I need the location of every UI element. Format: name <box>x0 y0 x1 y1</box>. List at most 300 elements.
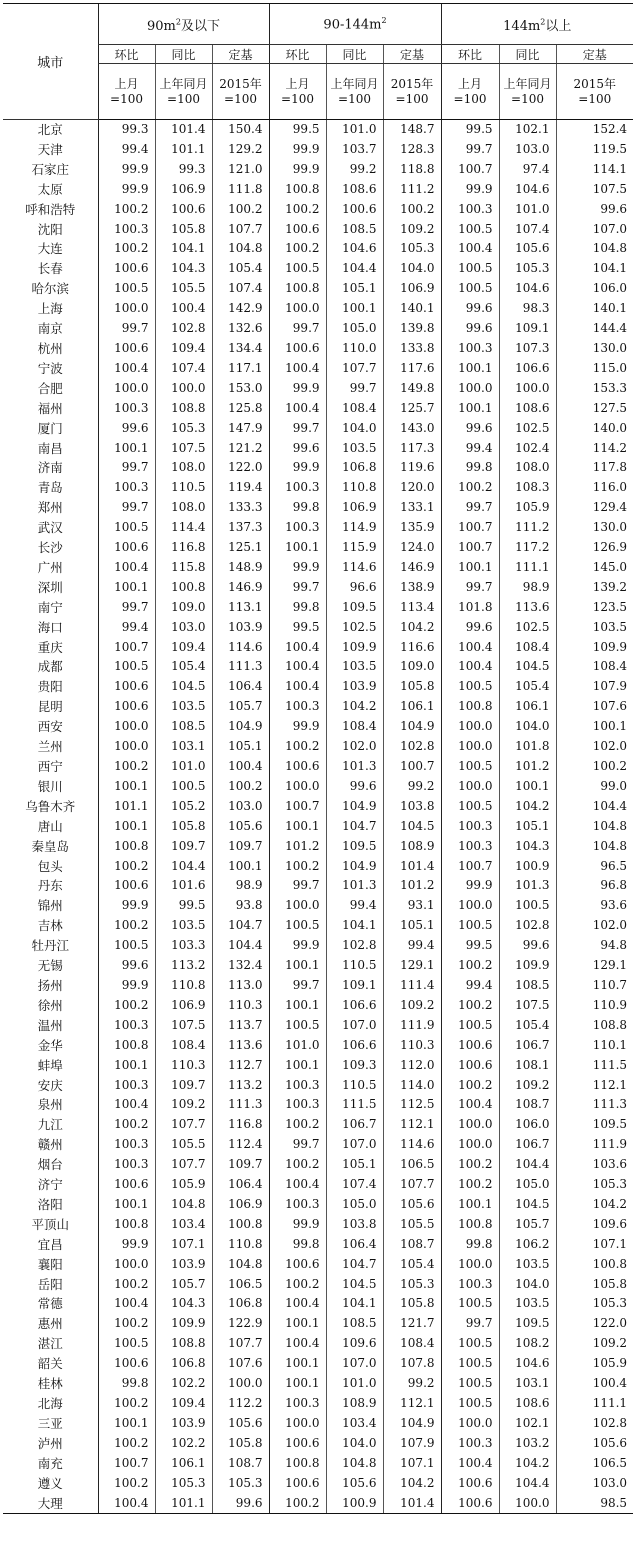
index-value: 100.6 <box>269 339 326 359</box>
index-value: 104.1 <box>556 259 633 279</box>
index-value: 100.3 <box>98 1076 155 1096</box>
table-row <box>3 339 633 359</box>
index-value: 105.8 <box>212 1434 269 1454</box>
index-value: 100.2 <box>441 1076 499 1096</box>
index-value: 115.0 <box>556 359 633 379</box>
index-value: 111.1 <box>556 1394 633 1414</box>
index-value: 104.8 <box>556 817 633 837</box>
city-name: 大连 <box>37 241 63 257</box>
index-value: 100.2 <box>269 239 326 259</box>
index-value: 100.0 <box>441 1115 499 1135</box>
index-value: 106.0 <box>556 279 633 299</box>
table-row <box>3 538 633 558</box>
index-value: 106.9 <box>155 996 212 1016</box>
index-value: 99.9 <box>269 160 326 180</box>
index-value: 109.6 <box>326 1334 383 1354</box>
city-name: 长春 <box>37 261 63 277</box>
index-value: 99.6 <box>98 956 155 976</box>
city-name: 南充 <box>37 1455 63 1471</box>
base-period-large-2: 2015年 =100 <box>556 64 633 120</box>
city-name: 平顶山 <box>31 1216 69 1232</box>
index-value: 107.0 <box>326 1135 383 1155</box>
index-value: 109.6 <box>556 1215 633 1235</box>
index-value: 106.9 <box>212 1195 269 1215</box>
index-value: 108.9 <box>326 1394 383 1414</box>
index-value: 103.1 <box>499 1374 556 1394</box>
city-name: 哈尔滨 <box>31 281 69 297</box>
index-value: 107.8 <box>383 1354 441 1374</box>
index-value: 100.4 <box>269 1294 326 1314</box>
index-value: 130.0 <box>556 339 633 359</box>
index-value: 103.4 <box>155 1215 212 1235</box>
index-value: 108.0 <box>499 458 556 478</box>
index-value: 140.0 <box>556 419 633 439</box>
index-value: 100.5 <box>155 777 212 797</box>
index-value: 100.3 <box>269 1195 326 1215</box>
table-row <box>3 359 633 379</box>
index-value: 99.4 <box>441 439 499 459</box>
index-value: 134.4 <box>212 339 269 359</box>
table-row <box>3 1414 633 1434</box>
index-value: 108.7 <box>383 1235 441 1255</box>
index-value: 100.2 <box>98 757 155 777</box>
index-value: 100.1 <box>269 1374 326 1394</box>
index-value: 105.6 <box>383 1195 441 1215</box>
index-value: 111.3 <box>212 1095 269 1115</box>
index-value: 107.7 <box>212 1334 269 1354</box>
index-type-large-1: 同比 <box>499 45 556 64</box>
index-value: 105.7 <box>499 1215 556 1235</box>
index-value: 104.4 <box>499 1474 556 1494</box>
index-value: 100.8 <box>269 279 326 299</box>
table-row <box>3 956 633 976</box>
index-value: 99.2 <box>326 160 383 180</box>
table-row <box>3 1354 633 1374</box>
table-row <box>3 876 633 896</box>
index-value: 109.9 <box>499 956 556 976</box>
index-value: 100.4 <box>441 239 499 259</box>
index-value: 104.2 <box>383 1474 441 1494</box>
index-value: 107.1 <box>383 1454 441 1474</box>
index-value: 153.3 <box>556 379 633 399</box>
index-value: 104.2 <box>326 697 383 717</box>
index-value: 103.4 <box>326 1414 383 1434</box>
index-value: 108.4 <box>383 1334 441 1354</box>
index-value: 117.8 <box>556 458 633 478</box>
index-value: 100.6 <box>269 757 326 777</box>
index-value: 104.3 <box>499 837 556 857</box>
city-name: 秦皇岛 <box>31 838 69 854</box>
index-value: 112.0 <box>383 1056 441 1076</box>
index-value: 115.8 <box>155 558 212 578</box>
index-value: 99.6 <box>556 200 633 220</box>
index-value: 100.6 <box>98 538 155 558</box>
index-value: 133.8 <box>383 339 441 359</box>
index-value: 105.8 <box>155 817 212 837</box>
index-value: 108.8 <box>155 1334 212 1354</box>
index-value: 100.5 <box>441 757 499 777</box>
index-value: 106.8 <box>212 1294 269 1314</box>
index-value: 99.9 <box>269 936 326 956</box>
index-value: 100.3 <box>98 1016 155 1036</box>
index-value: 109.4 <box>155 1394 212 1414</box>
index-value: 99.6 <box>326 777 383 797</box>
index-value: 98.9 <box>212 876 269 896</box>
index-value: 108.1 <box>499 1056 556 1076</box>
index-value: 100.1 <box>441 359 499 379</box>
table-row <box>3 638 633 658</box>
index-value: 104.9 <box>383 1414 441 1434</box>
table-row <box>3 160 633 180</box>
table-row <box>3 677 633 697</box>
index-value: 110.8 <box>212 1235 269 1255</box>
index-value: 105.8 <box>383 1294 441 1314</box>
base-period-large-1: 上年同月 =100 <box>499 64 556 120</box>
index-value: 100.5 <box>98 279 155 299</box>
city-name: 岳阳 <box>37 1276 63 1292</box>
city-name: 银川 <box>37 778 63 794</box>
index-value: 114.9 <box>326 518 383 538</box>
index-value: 105.8 <box>556 1275 633 1295</box>
index-value: 99.8 <box>269 1235 326 1255</box>
table-row <box>3 857 633 877</box>
table-row <box>3 717 633 737</box>
index-value: 100.2 <box>441 478 499 498</box>
city-name: 北海 <box>37 1396 63 1411</box>
index-value: 100.3 <box>441 339 499 359</box>
index-value: 104.3 <box>155 1294 212 1314</box>
index-value: 99.6 <box>441 618 499 638</box>
city-name: 昆明 <box>37 699 63 715</box>
index-value: 117.1 <box>212 359 269 379</box>
index-value: 110.5 <box>155 478 212 498</box>
table-row <box>3 896 633 916</box>
table-row <box>3 1056 633 1076</box>
table-row <box>3 916 633 936</box>
index-value: 105.8 <box>383 677 441 697</box>
index-value: 100.8 <box>269 180 326 200</box>
index-value: 108.8 <box>556 1016 633 1036</box>
index-value: 100.5 <box>441 677 499 697</box>
index-value: 105.5 <box>155 279 212 299</box>
index-value: 102.1 <box>499 1414 556 1434</box>
city-name: 遵义 <box>37 1475 63 1491</box>
index-value: 142.9 <box>212 299 269 319</box>
index-value: 102.0 <box>556 737 633 757</box>
index-value: 105.3 <box>383 1275 441 1295</box>
index-value: 100.6 <box>441 1474 499 1494</box>
index-value: 108.4 <box>556 657 633 677</box>
index-value: 105.7 <box>155 1275 212 1295</box>
index-value: 100.0 <box>441 737 499 757</box>
index-value: 100.7 <box>98 1454 155 1474</box>
table-row <box>3 1235 633 1255</box>
index-value: 119.6 <box>383 458 441 478</box>
index-type-large-0: 环比 <box>441 45 499 64</box>
index-value: 99.9 <box>269 1215 326 1235</box>
city-name: 包头 <box>37 858 63 874</box>
index-value: 152.4 <box>556 120 633 140</box>
index-value: 104.6 <box>326 239 383 259</box>
index-value: 105.9 <box>155 1175 212 1195</box>
index-value: 105.1 <box>383 916 441 936</box>
table-row <box>3 1036 633 1056</box>
index-value: 105.1 <box>326 279 383 299</box>
index-value: 99.9 <box>98 976 155 996</box>
index-value: 100.5 <box>441 1016 499 1036</box>
index-value: 104.2 <box>499 1454 556 1474</box>
index-value: 113.2 <box>155 956 212 976</box>
index-value: 101.1 <box>155 140 212 160</box>
index-value: 106.1 <box>383 697 441 717</box>
index-value: 103.8 <box>326 1215 383 1235</box>
index-value: 107.5 <box>155 1016 212 1036</box>
index-type-small-0: 环比 <box>98 45 155 64</box>
index-value: 102.0 <box>326 737 383 757</box>
index-value: 99.4 <box>98 618 155 638</box>
index-value: 123.5 <box>556 598 633 618</box>
index-value: 100.3 <box>269 1076 326 1096</box>
index-value: 100.4 <box>269 399 326 419</box>
index-value: 106.8 <box>326 458 383 478</box>
index-value: 99.9 <box>269 458 326 478</box>
index-value: 105.6 <box>212 1414 269 1434</box>
index-value: 104.2 <box>383 618 441 638</box>
city-name: 宁波 <box>37 360 63 376</box>
index-value: 104.8 <box>326 1454 383 1474</box>
index-value: 108.8 <box>155 399 212 419</box>
city-name: 深圳 <box>37 579 63 595</box>
index-value: 108.2 <box>499 1334 556 1354</box>
index-value: 99.3 <box>98 120 155 140</box>
index-value: 100.2 <box>98 857 155 877</box>
index-value: 104.0 <box>326 419 383 439</box>
index-value: 99.7 <box>441 140 499 160</box>
index-value: 100.0 <box>98 299 155 319</box>
index-value: 105.5 <box>155 1135 212 1155</box>
index-value: 100.1 <box>98 1195 155 1215</box>
table-row <box>3 1454 633 1474</box>
table-row <box>3 259 633 279</box>
index-value: 100.2 <box>98 1394 155 1414</box>
table-row <box>3 618 633 638</box>
index-value: 100.4 <box>269 359 326 379</box>
index-value: 100.6 <box>98 677 155 697</box>
table-row <box>3 200 633 220</box>
index-value: 113.2 <box>212 1076 269 1096</box>
index-value: 114.6 <box>326 558 383 578</box>
index-value: 103.0 <box>499 140 556 160</box>
index-value: 100.2 <box>269 1275 326 1295</box>
index-value: 104.0 <box>499 1275 556 1295</box>
index-value: 100.0 <box>269 1414 326 1434</box>
index-value: 100.1 <box>269 1314 326 1334</box>
index-value: 100.1 <box>269 538 326 558</box>
index-value: 99.4 <box>326 896 383 916</box>
index-value: 109.9 <box>556 638 633 658</box>
index-value: 101.1 <box>155 1494 212 1514</box>
index-value: 100.5 <box>499 896 556 916</box>
index-value: 104.8 <box>212 1255 269 1275</box>
index-value: 112.1 <box>383 1394 441 1414</box>
index-value: 121.0 <box>212 160 269 180</box>
index-value: 99.5 <box>441 120 499 140</box>
index-value: 104.6 <box>499 180 556 200</box>
index-value: 102.8 <box>155 319 212 339</box>
index-value: 99.8 <box>441 1235 499 1255</box>
index-value: 104.5 <box>326 1275 383 1295</box>
index-value: 100.2 <box>98 1115 155 1135</box>
table-row <box>3 936 633 956</box>
index-value: 108.0 <box>155 458 212 478</box>
index-value: 100.0 <box>441 379 499 399</box>
city-name: 吉林 <box>37 918 63 934</box>
city-name: 蚌埠 <box>37 1057 63 1073</box>
index-value: 110.8 <box>326 478 383 498</box>
index-value: 138.9 <box>383 578 441 598</box>
index-value: 105.4 <box>499 677 556 697</box>
index-value: 104.5 <box>499 657 556 677</box>
index-value: 106.1 <box>499 697 556 717</box>
index-value: 99.7 <box>441 578 499 598</box>
index-value: 100.7 <box>441 857 499 877</box>
city-name: 青岛 <box>37 480 63 496</box>
index-type-small-1: 同比 <box>155 45 212 64</box>
index-value: 101.2 <box>499 757 556 777</box>
table-row <box>3 1095 633 1115</box>
index-value: 102.2 <box>155 1374 212 1394</box>
index-value: 100.2 <box>98 239 155 259</box>
index-value: 107.5 <box>499 996 556 1016</box>
index-value: 100.7 <box>441 518 499 538</box>
city-name: 西安 <box>37 719 63 735</box>
city-name: 杭州 <box>37 340 63 356</box>
index-value: 100.0 <box>441 1255 499 1275</box>
index-value: 100.3 <box>441 817 499 837</box>
index-value: 100.0 <box>98 1255 155 1275</box>
index-value: 99.8 <box>269 498 326 518</box>
index-value: 99.4 <box>441 976 499 996</box>
index-value: 107.0 <box>326 1016 383 1036</box>
index-type-medium-0: 环比 <box>269 45 326 64</box>
index-value: 99.5 <box>155 896 212 916</box>
index-value: 100.1 <box>212 857 269 877</box>
index-value: 100.4 <box>98 359 155 379</box>
index-value: 148.9 <box>212 558 269 578</box>
index-value: 110.3 <box>383 1036 441 1056</box>
base-period-header-row <box>3 64 633 120</box>
index-value: 100.2 <box>556 757 633 777</box>
index-value: 108.9 <box>383 837 441 857</box>
index-value: 119.5 <box>556 140 633 160</box>
index-value: 100.1 <box>269 1056 326 1076</box>
index-value: 108.3 <box>499 478 556 498</box>
table-row <box>3 1135 633 1155</box>
index-value: 100.5 <box>441 1374 499 1394</box>
index-value: 107.4 <box>155 359 212 379</box>
index-value: 100.8 <box>441 1215 499 1235</box>
index-value: 100.7 <box>383 757 441 777</box>
index-value: 99.2 <box>383 1374 441 1394</box>
city-name: 贵阳 <box>37 679 63 695</box>
table-row <box>3 478 633 498</box>
index-value: 105.0 <box>326 319 383 339</box>
index-value: 99.7 <box>269 319 326 339</box>
index-value: 112.1 <box>383 1115 441 1135</box>
index-value: 109.2 <box>155 1095 212 1115</box>
index-value: 93.1 <box>383 896 441 916</box>
index-value: 125.1 <box>212 538 269 558</box>
index-value: 99.7 <box>326 379 383 399</box>
index-value: 129.1 <box>556 956 633 976</box>
index-value: 104.4 <box>499 1155 556 1175</box>
index-value: 100.2 <box>441 1155 499 1175</box>
index-value: 103.5 <box>155 697 212 717</box>
index-value: 104.5 <box>155 677 212 697</box>
index-value: 100.1 <box>499 777 556 797</box>
table-row <box>3 1394 633 1414</box>
index-value: 109.5 <box>326 598 383 618</box>
index-value: 111.1 <box>499 558 556 578</box>
index-value: 111.4 <box>383 976 441 996</box>
index-value: 107.5 <box>155 439 212 459</box>
group-header-large: $144m^2$以上 <box>441 4 633 45</box>
index-value: 104.4 <box>326 259 383 279</box>
index-value: 100.2 <box>441 1175 499 1195</box>
table-row <box>3 1275 633 1295</box>
table-row <box>3 1294 633 1314</box>
index-value: 102.5 <box>499 618 556 638</box>
index-value: 100.1 <box>556 717 633 737</box>
index-value: 109.2 <box>383 996 441 1016</box>
index-value: 117.3 <box>383 439 441 459</box>
index-value: 100.1 <box>269 956 326 976</box>
city-name: 徐州 <box>37 997 63 1013</box>
city-name: 洛阳 <box>37 1196 63 1212</box>
index-value: 101.0 <box>499 200 556 220</box>
index-value: 100.0 <box>98 379 155 399</box>
table-row <box>3 1215 633 1235</box>
index-value: 100.5 <box>98 936 155 956</box>
index-value: 100.7 <box>441 160 499 180</box>
index-value: 106.1 <box>155 1454 212 1474</box>
index-value: 107.6 <box>556 697 633 717</box>
index-value: 108.5 <box>326 220 383 240</box>
index-value: 102.8 <box>556 1414 633 1434</box>
table-row <box>3 1155 633 1175</box>
table-row <box>3 1434 633 1454</box>
index-type-medium-2: 定基 <box>383 45 441 64</box>
table-row <box>3 1255 633 1275</box>
group-header-small: $90m^2$及以下 <box>98 4 269 45</box>
index-value: 99.2 <box>383 777 441 797</box>
table-row <box>3 1374 633 1394</box>
index-value: 109.3 <box>326 1056 383 1076</box>
index-value: 105.6 <box>499 239 556 259</box>
index-value: 132.4 <box>212 956 269 976</box>
index-value: 100.5 <box>98 518 155 538</box>
index-value: 100.0 <box>98 737 155 757</box>
index-value: 108.6 <box>326 180 383 200</box>
index-value: 108.5 <box>326 1314 383 1334</box>
index-value: 100.5 <box>98 657 155 677</box>
index-value: 116.6 <box>383 638 441 658</box>
index-value: 119.4 <box>212 478 269 498</box>
index-value: 100.4 <box>269 657 326 677</box>
index-value: 100.3 <box>98 478 155 498</box>
index-value: 109.0 <box>155 598 212 618</box>
index-value: 100.6 <box>98 697 155 717</box>
